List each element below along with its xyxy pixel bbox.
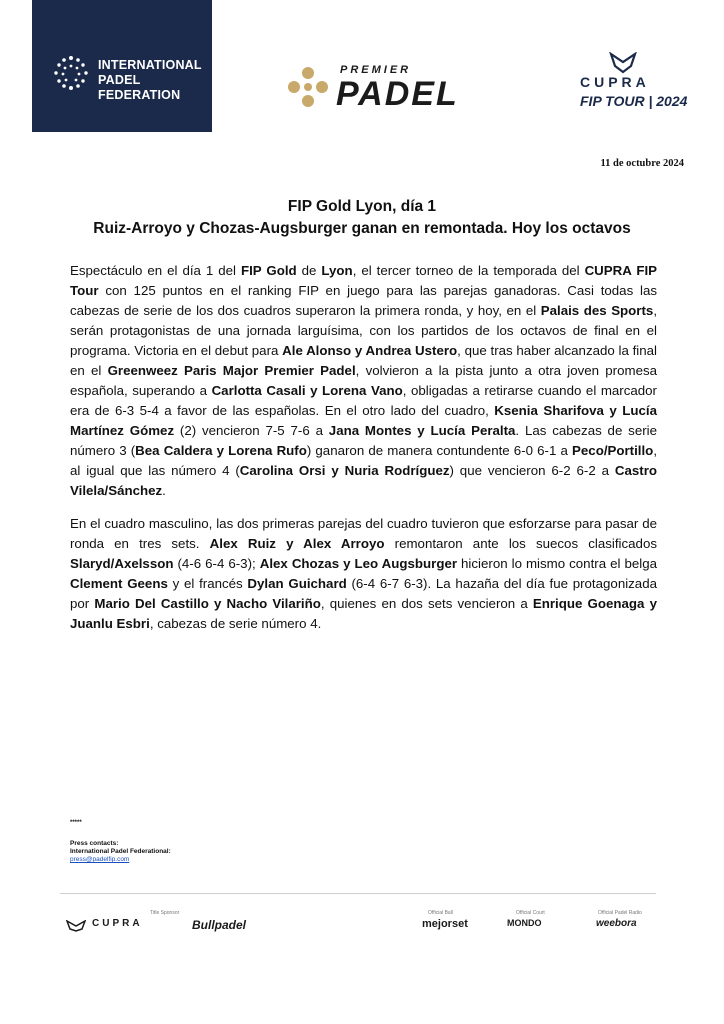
- bold-text-segment: Dylan Guichard: [247, 576, 347, 591]
- bold-text-segment: Slaryd/Axelsson: [70, 556, 174, 571]
- bold-text-segment: Peco/Portillo: [572, 443, 654, 458]
- premier-label: PREMIER: [340, 64, 412, 76]
- press-contacts-label: Press contacts:: [70, 840, 119, 847]
- body-paragraph-1: [70, 261, 657, 501]
- padel-label: PADEL: [336, 75, 459, 113]
- ipf-header-panel: [32, 0, 212, 132]
- text-segment: y el francés: [167, 576, 248, 591]
- text-segment: .: [162, 483, 166, 498]
- text-segment: (2) vencieron 7-5 7-6 a: [174, 423, 329, 438]
- bullpadel-sponsor-logo: Bullpadel: [192, 918, 247, 932]
- bold-text-segment: Clement Geens: [70, 576, 168, 591]
- bold-text-segment: Castro Vilela/Sánchez: [70, 463, 657, 498]
- bold-text-segment: Alex Ruiz y Alex Arroyo: [209, 536, 385, 551]
- title-line-2: Ruiz-Arroyo y Chozas-Augsburger ganan en remontada. Hoy los octavos: [93, 220, 631, 237]
- text-segment: , cabezas de serie número 4.: [149, 616, 322, 631]
- bold-text-segment: Ksenia Sharifova y Lucía Martínez Gómez: [70, 403, 657, 438]
- text-segment: , al igual que las número 4 (: [70, 443, 658, 478]
- bold-text-segment: Palais des Sports: [540, 303, 654, 318]
- text-segment: hicieron lo mismo contra el belga: [457, 556, 657, 571]
- bold-text-segment: Mario Del Castillo y Nacho Vilariño: [94, 596, 321, 611]
- fip-tour-label: FIP TOUR | 2024: [580, 93, 688, 109]
- text-segment: de: [296, 263, 322, 278]
- press-org-label: International Padel Federational:: [70, 848, 171, 855]
- ipf-line-1: INTERNATIONAL: [98, 58, 202, 72]
- text-segment: , el tercer torneo de la temporada del: [352, 263, 585, 278]
- text-segment: ) ganaron de manera contundente 6-0 6-1 a: [306, 443, 573, 458]
- text-segment: remontaron ante los suecos clasificados: [384, 536, 657, 551]
- press-release-title: [0, 196, 724, 240]
- bold-text-segment: FIP Gold: [240, 263, 297, 278]
- bold-text-segment: Carlotta Casali y Lorena Vano: [211, 383, 403, 398]
- press-contacts: [70, 840, 171, 864]
- mondo-sponsor-logo: MONDO: [507, 918, 542, 928]
- ipf-line-2: PADEL: [98, 73, 141, 87]
- text-segment: , serán protagonistas de una jornada larguísima, con los partidos de los octavos de final en el programa. Victoria en el debut para: [70, 303, 658, 358]
- text-segment: , volvieron a la pista junto a otra joven promesa española, superando a: [70, 363, 658, 398]
- ending-mark: *****: [70, 820, 82, 826]
- premier-padel-logo-icon: [285, 64, 331, 110]
- ipf-logo-text: [98, 58, 202, 103]
- official-radio-label: Official Padel Radio: [598, 910, 642, 916]
- bold-text-segment: Greenweez Paris Major Premier Padel: [107, 363, 356, 378]
- cupra-logo-icon: [609, 52, 637, 74]
- text-segment: , quienes en dos sets vencieron a: [320, 596, 533, 611]
- bold-text-segment: Bea Caldera y Lorena Rufo: [135, 443, 307, 458]
- text-segment: (6-4 6-7 6-3). La hazaña del día fue protagonizada por: [70, 576, 657, 611]
- weebora-sponsor-logo: weebora: [596, 918, 637, 929]
- bold-text-segment: Alex Chozas y Leo Augsburger: [259, 556, 458, 571]
- mejorset-sponsor-logo: mejorset: [422, 918, 468, 930]
- text-segment: (4-6 6-4 6-3);: [173, 556, 260, 571]
- ipf-ball-icon: [50, 52, 92, 94]
- text-segment: En el cuadro masculino, las dos primeras parejas del cuadro tuvieron que esforzarse para pasar de ronda en tres sets.: [70, 516, 657, 551]
- press-release-date: 11 de octubre 2024: [600, 158, 684, 169]
- cupra-sponsor-logo: CUPRA: [92, 918, 143, 929]
- bold-text-segment: Lyon: [321, 263, 353, 278]
- press-email-link[interactable]: press@padelfip.com: [70, 856, 130, 863]
- official-court-label: Official Court: [516, 910, 545, 916]
- official-ball-label: Official Ball: [428, 910, 453, 916]
- bold-text-segment: CUPRA FIP Tour: [70, 263, 658, 298]
- text-segment: Espectáculo en el día 1 del: [70, 263, 241, 278]
- text-segment: . Las cabezas de serie número 3 (: [70, 423, 657, 458]
- sponsor-divider: [60, 893, 656, 894]
- bold-text-segment: Ale Alonso y Andrea Ustero: [282, 343, 458, 358]
- ipf-line-3: FEDERATION: [98, 88, 181, 102]
- bold-text-segment: Carolina Orsi y Nuria Rodríguez: [239, 463, 450, 478]
- cupra-footer-logo-icon: [66, 920, 86, 932]
- text-segment: , que tras haber alcanzado la final en el: [70, 343, 657, 378]
- title-sponsor-label: Title Sponsor: [150, 910, 180, 916]
- text-segment: ) que vencieron 6-2 6-2 a: [449, 463, 615, 478]
- cupra-wordmark: CUPRA: [580, 74, 650, 90]
- bold-text-segment: Jana Montes y Lucía Peralta: [328, 423, 516, 438]
- text-segment: con 125 puntos en el ranking FIP en juego para las parejas ganadoras. Casi todas las cabezas de serie de los dos cuadros superaron la primera ronda, y hoy, en el: [70, 283, 657, 318]
- text-segment: , obligadas a retirarse cuando el marcador era de 6-3 5-4 a favor de las españolas. En el otro lado del cuadro,: [70, 383, 657, 418]
- body-paragraph-2: [70, 514, 657, 634]
- bold-text-segment: Enrique Goenaga y Juanlu Esbri: [70, 596, 657, 631]
- title-line-1: FIP Gold Lyon, día 1: [287, 198, 437, 215]
